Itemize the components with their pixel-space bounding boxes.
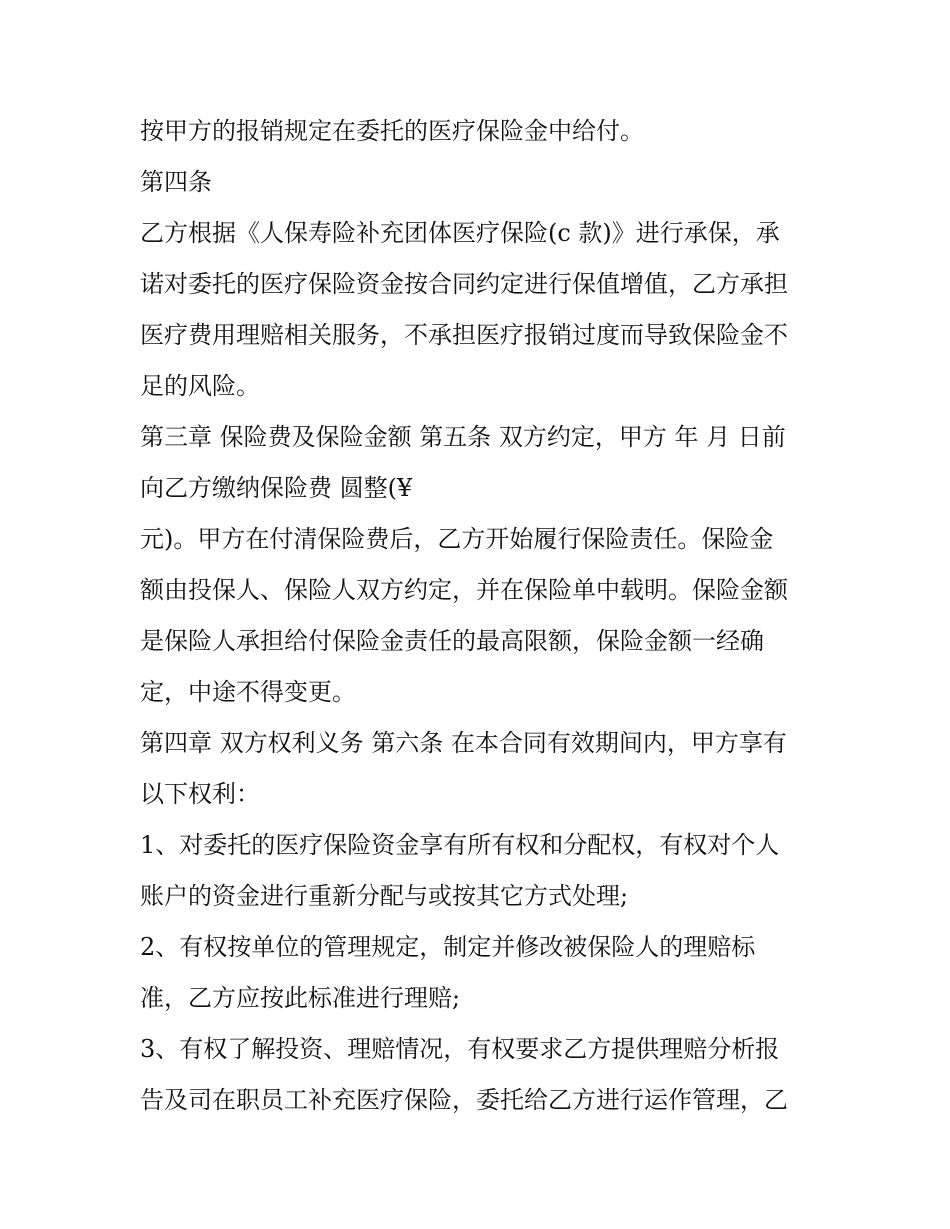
chapter-heading-line: 第四章 双方权利义务 第六条 在本合同有效期间内，甲方享有 (140, 729, 787, 757)
list-item-line: 3、有权了解投资、理赔情况，有权要求乙方提供理赔分析报 (140, 1035, 780, 1063)
text-line: 按甲方的报销规定在委托的医疗保险金中给付。 (140, 117, 644, 145)
text-line: 告及司在职员工补充医疗保险，委托给乙方进行运作管理，乙 (140, 1086, 788, 1114)
text-line: 医疗费用理赔相关服务，不承担医疗报销过度而导致保险金不 (140, 321, 788, 349)
text-line: 是保险人承担给付保险金责任的最高限额，保险金额一经确 (140, 627, 764, 655)
text-line: 准，乙方应按此标准进行理赔; (140, 984, 461, 1012)
list-item-line: 2、有权按单位的管理规定，制定并修改被保险人的理赔标 (140, 933, 756, 961)
text-line: 以下权利： (140, 780, 260, 808)
text-line: 诺对委托的医疗保险资金按合同约定进行保值增值，乙方承担 (140, 270, 788, 298)
text-line: 账户的资金进行重新分配与或按其它方式处理; (140, 882, 629, 910)
text-line: 额由投保人、保险人双方约定，并在保险单中载明。保险金额 (140, 576, 788, 604)
chapter-heading-line: 第三章 保险费及保险金额 第五条 双方约定，甲方 年 月 日前 (140, 423, 786, 451)
list-item-line: 1、对委托的医疗保险资金享有所有权和分配权，有权对个人 (140, 831, 780, 859)
text-line: 元)。甲方在付清保险费后，乙方开始履行保险责任。保险金 (140, 525, 774, 553)
text-line: 定，中途不得变更。 (140, 678, 356, 706)
article-heading: 第四条 (140, 168, 212, 196)
document-body (140, 106, 830, 1126)
text-line: 乙方根据《人保寿险补充团体医疗保险(c 款)》进行承保，承 (140, 219, 780, 247)
text-line: 足的风险。 (140, 372, 260, 400)
text-line: 向乙方缴纳保险费 圆整(¥ (140, 474, 413, 502)
